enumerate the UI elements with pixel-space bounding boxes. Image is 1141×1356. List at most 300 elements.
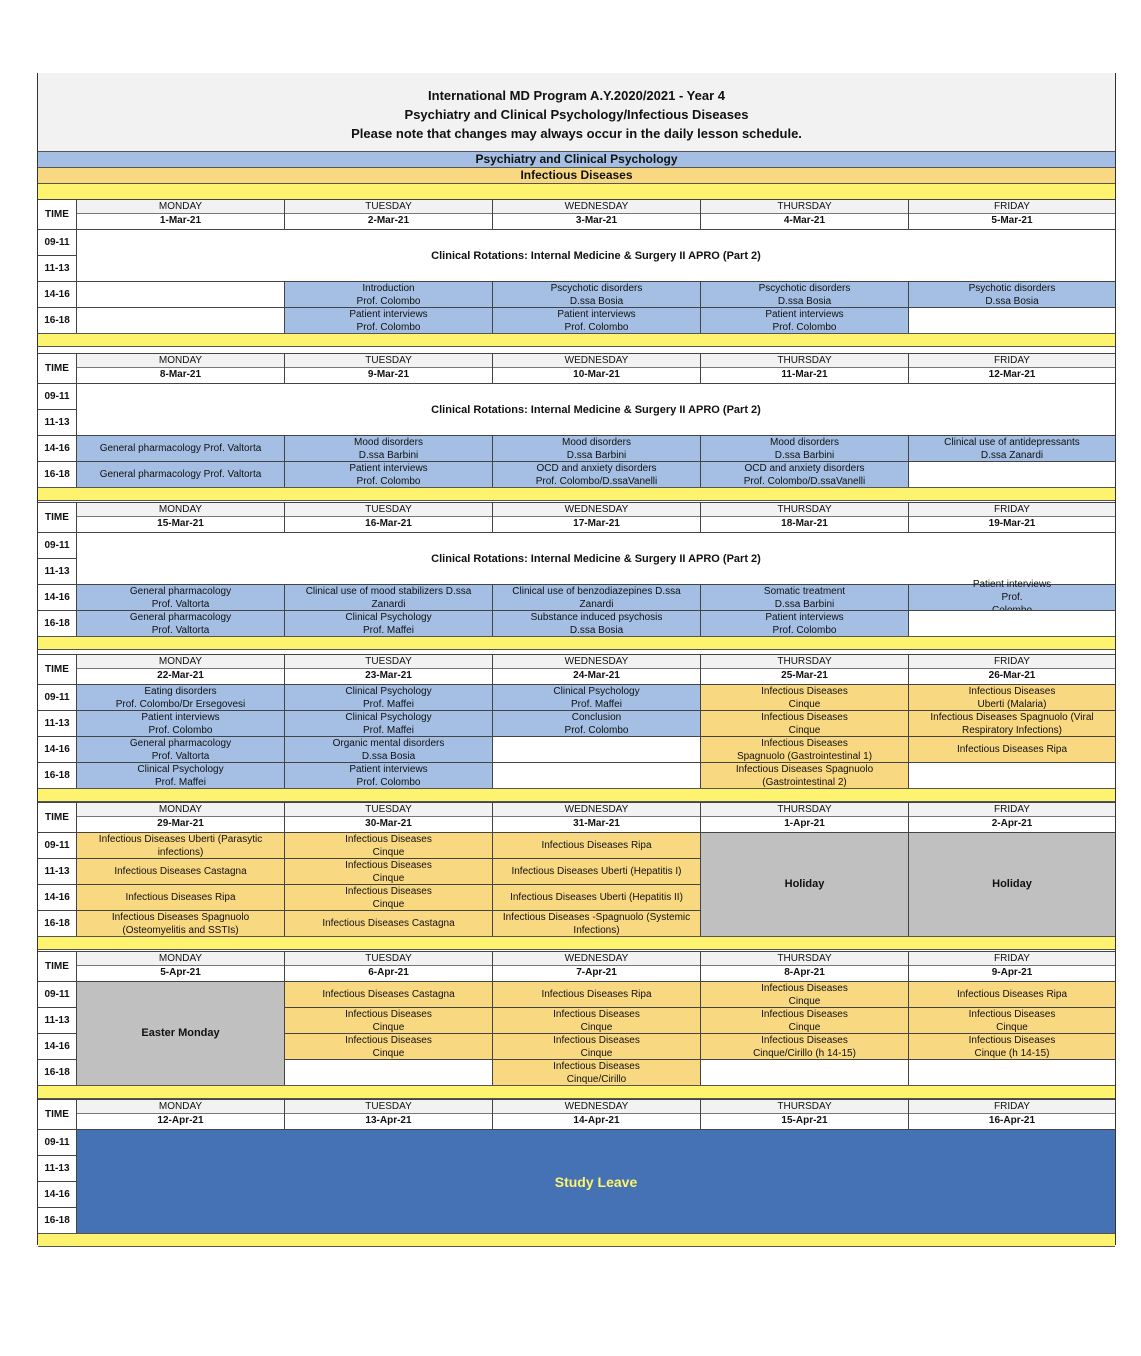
cell-line: Infectious Diseases Spagnuolo bbox=[735, 763, 874, 775]
cell-line: Clinical Psychology bbox=[553, 685, 640, 697]
day-header-tue bbox=[284, 1099, 492, 1129]
cell-text: Infectious Diseases Ripa bbox=[956, 744, 1068, 755]
day-name: FRIDAY bbox=[909, 354, 1115, 368]
cell-line: D.ssa Barbini bbox=[566, 449, 627, 461]
day-header-wed bbox=[492, 654, 700, 684]
cell-line: Patient interviews bbox=[349, 763, 428, 775]
slot-label: 11-13 bbox=[38, 1155, 76, 1181]
cell-text: Infectious Diseases Castagna bbox=[114, 866, 247, 877]
schedule-cell bbox=[700, 684, 908, 710]
cell-line: Patient interviews bbox=[141, 711, 220, 723]
day-date: 19-Mar-21 bbox=[988, 518, 1036, 529]
day-header-tue bbox=[284, 951, 492, 981]
week-separator bbox=[38, 788, 1115, 802]
day-name: TUESDAY bbox=[285, 503, 492, 517]
day-name: TUESDAY bbox=[285, 1100, 492, 1114]
cell-line: Mood disorders bbox=[770, 436, 839, 448]
cell-line: OCD and anxiety disorders bbox=[744, 462, 865, 474]
schedule-cell bbox=[492, 884, 700, 910]
schedule-cell bbox=[492, 684, 700, 710]
cell-text: Infectious Diseases Ripa bbox=[956, 989, 1068, 1000]
day-date: 8-Mar-21 bbox=[159, 369, 202, 380]
week-separator bbox=[38, 1085, 1115, 1099]
schedule-cell bbox=[700, 981, 908, 1007]
cell-line: Respiratory Infections) bbox=[961, 724, 1063, 736]
cell-line: Psychotic disorders bbox=[968, 282, 1056, 294]
schedule-cell bbox=[492, 610, 700, 636]
day-date: 12-Apr-21 bbox=[157, 1115, 204, 1126]
slot-label: 16-18 bbox=[38, 1207, 76, 1233]
study-leave: Study Leave bbox=[76, 1129, 1115, 1233]
cell-line: Patient interviews bbox=[972, 579, 1052, 590]
day-name: FRIDAY bbox=[909, 200, 1115, 214]
day-header-tue bbox=[284, 502, 492, 532]
cell-line: Prof. Colombo/D.ssaVanelli bbox=[535, 475, 658, 487]
schedule-cell bbox=[492, 736, 700, 762]
schedule-cell bbox=[908, 684, 1115, 710]
cell-line: Prof. Colombo bbox=[564, 321, 629, 333]
cell-text: Infectious Diseases Uberti (Hepatitis I) bbox=[511, 866, 682, 877]
slot-label: 09-11 bbox=[38, 684, 76, 710]
schedule-cell bbox=[76, 858, 284, 884]
day-header-mon bbox=[76, 199, 284, 229]
time-label: TIME bbox=[38, 802, 76, 832]
cell-line: Patient interviews bbox=[765, 308, 844, 320]
day-name: TUESDAY bbox=[285, 655, 492, 669]
day-header-mon bbox=[76, 802, 284, 832]
schedule-cell bbox=[76, 684, 284, 710]
schedule-cell bbox=[76, 736, 284, 762]
schedule-cell bbox=[700, 762, 908, 788]
schedule-cell bbox=[284, 1059, 492, 1085]
cell-text: General pharmacology Prof. Valtorta bbox=[99, 469, 262, 480]
cell-line: Prof. Colombo bbox=[356, 475, 421, 487]
day-header-tue bbox=[284, 654, 492, 684]
day-name: TUESDAY bbox=[285, 803, 492, 817]
cell-line: Infectious Diseases bbox=[761, 1034, 848, 1046]
day-header-thu bbox=[700, 353, 908, 383]
day-date: 11-Mar-21 bbox=[781, 369, 828, 380]
cell-line: Cinque bbox=[372, 898, 405, 910]
cell-line: (Osteomyelitis and SSTIs) bbox=[122, 924, 239, 936]
slot-label: 09-11 bbox=[38, 981, 76, 1007]
day-name: MONDAY bbox=[77, 354, 284, 368]
day-header-wed bbox=[492, 353, 700, 383]
day-name: TUESDAY bbox=[285, 354, 492, 368]
schedule-cell bbox=[700, 1007, 908, 1033]
schedule-cell bbox=[700, 461, 908, 487]
cell-line: D.ssa Bosia bbox=[361, 750, 416, 762]
cell-line: Pscychotic disorders bbox=[550, 282, 643, 294]
day-header-tue bbox=[284, 802, 492, 832]
schedule-cell bbox=[908, 762, 1115, 788]
slot-label: 14-16 bbox=[38, 736, 76, 762]
day-header-thu bbox=[700, 802, 908, 832]
cell-line: Introduction bbox=[362, 282, 415, 294]
schedule-cell bbox=[284, 710, 492, 736]
schedule-cell bbox=[492, 762, 700, 788]
day-header-wed bbox=[492, 502, 700, 532]
time-label: TIME bbox=[38, 654, 76, 684]
cell-line: Cinque bbox=[788, 724, 821, 736]
cell-line: Patient interviews bbox=[557, 308, 636, 320]
day-header-thu bbox=[700, 1099, 908, 1129]
day-date: 13-Apr-21 bbox=[365, 1115, 412, 1126]
cell-line: Prof. Valtorta bbox=[151, 750, 210, 762]
day-name: FRIDAY bbox=[909, 503, 1115, 517]
schedule-cell bbox=[76, 832, 284, 858]
schedule-cell bbox=[76, 884, 284, 910]
cell-line: Infectious Diseases bbox=[553, 1034, 640, 1046]
schedule-cell bbox=[284, 981, 492, 1007]
schedule-cell bbox=[700, 281, 908, 307]
day-date: 25-Mar-21 bbox=[781, 670, 828, 681]
slot-label: 16-18 bbox=[38, 307, 76, 333]
cell-line: Cinque bbox=[372, 1047, 405, 1059]
day-name: THURSDAY bbox=[701, 503, 908, 517]
cell-line: Prof. Colombo bbox=[564, 724, 629, 736]
cell-line: Pscychotic disorders bbox=[758, 282, 851, 294]
slot-label: 16-18 bbox=[38, 610, 76, 636]
cell-line: Cinque bbox=[788, 698, 821, 710]
header-subtitle: Psychiatry and Clinical Psychology/Infectious Diseases bbox=[404, 107, 749, 122]
cell-text: Infectious Diseases Uberti (Hepatitis II) bbox=[510, 892, 683, 903]
schedule-cell bbox=[284, 684, 492, 710]
day-header-fri bbox=[908, 502, 1115, 532]
schedule-cell bbox=[76, 461, 284, 487]
schedule-cell bbox=[492, 1007, 700, 1033]
cell-line: Clinical Psychology bbox=[137, 763, 224, 775]
day-name: WEDNESDAY bbox=[493, 952, 700, 966]
cell-line: D.ssa Barbini bbox=[358, 449, 419, 461]
holiday-block bbox=[908, 832, 1115, 936]
day-date: 29-Mar-21 bbox=[157, 818, 204, 829]
schedule-cell bbox=[908, 579, 1115, 610]
day-name: THURSDAY bbox=[701, 354, 908, 368]
day-header-thu bbox=[700, 654, 908, 684]
day-date: 7-Apr-21 bbox=[576, 967, 617, 978]
cell-line: Infectious Diseases bbox=[553, 1008, 640, 1020]
cell-line: Cinque/Cirillo (h 14-15) bbox=[753, 1047, 856, 1059]
schedule-cell bbox=[284, 1033, 492, 1059]
cell-line: OCD and anxiety disorders bbox=[536, 462, 657, 474]
day-name: WEDNESDAY bbox=[493, 354, 700, 368]
slot-label: 09-11 bbox=[38, 532, 76, 558]
day-date: 12-Mar-21 bbox=[988, 369, 1036, 380]
day-header-fri bbox=[908, 199, 1115, 229]
day-date: 10-Mar-21 bbox=[573, 369, 620, 380]
day-header-fri bbox=[908, 1099, 1115, 1129]
cell-line: Patient interviews bbox=[349, 308, 428, 320]
cell-line: Prof. Maffei bbox=[571, 698, 622, 710]
schedule-cell bbox=[492, 281, 700, 307]
slot-label: 11-13 bbox=[38, 255, 76, 281]
schedule-cell bbox=[76, 710, 284, 736]
day-name: MONDAY bbox=[77, 803, 284, 817]
time-label: TIME bbox=[38, 502, 76, 532]
day-date: 23-Mar-21 bbox=[365, 670, 412, 681]
slot-label: 14-16 bbox=[38, 584, 76, 610]
day-date: 18-Mar-21 bbox=[781, 518, 828, 529]
holiday-label: Holiday bbox=[784, 878, 825, 890]
cell-line: Patient interviews bbox=[765, 611, 844, 623]
cell-line: D.ssa Barbini bbox=[774, 598, 835, 610]
day-date: 15-Apr-21 bbox=[781, 1115, 828, 1126]
cell-line: Infectious Diseases bbox=[761, 1008, 848, 1020]
cell-line: Prof. Colombo bbox=[772, 321, 837, 333]
easter-monday-block bbox=[76, 981, 284, 1085]
day-date: 30-Mar-21 bbox=[365, 818, 412, 829]
cell-line: Infectious Diseases bbox=[968, 1008, 1056, 1020]
cell-line: Somatic treatment bbox=[763, 585, 846, 597]
cell-text: Infectious Diseases Castagna bbox=[322, 989, 455, 1000]
cell-line: Cinque/Cirillo bbox=[566, 1073, 627, 1085]
slot-label: 16-18 bbox=[38, 762, 76, 788]
day-date: 15-Mar-21 bbox=[157, 518, 204, 529]
schedule-cell bbox=[284, 832, 492, 858]
cell-line: Zanardi bbox=[579, 598, 614, 610]
cell-line: Cinque bbox=[580, 1021, 613, 1033]
cell-line: Prof. Colombo bbox=[356, 295, 421, 307]
schedule-cell bbox=[284, 884, 492, 910]
day-header-tue bbox=[284, 353, 492, 383]
day-header-thu bbox=[700, 951, 908, 981]
schedule-cell bbox=[76, 584, 284, 610]
schedule-cell bbox=[492, 832, 700, 858]
schedule-cell bbox=[700, 710, 908, 736]
day-header-mon bbox=[76, 353, 284, 383]
cell-line: (Gastrointestinal 2) bbox=[762, 776, 847, 788]
cell-line: Cinque bbox=[372, 1021, 405, 1033]
week-separator bbox=[38, 487, 1115, 501]
slot-label: 09-11 bbox=[38, 229, 76, 255]
day-header-fri bbox=[908, 654, 1115, 684]
cell-line: General pharmacology bbox=[129, 737, 232, 749]
day-header-mon bbox=[76, 1099, 284, 1129]
cell-line: Cinque bbox=[372, 872, 405, 884]
week-separator bbox=[38, 936, 1115, 950]
cell-line: Patient interviews bbox=[349, 462, 428, 474]
clinical-rotation: Clinical Rotations: Internal Medicine & Surgery II APRO (Part 2) bbox=[76, 532, 1115, 584]
slot-label: 14-16 bbox=[38, 1181, 76, 1207]
holiday-block bbox=[700, 832, 908, 936]
cell-line: Prof. Maffei bbox=[363, 624, 414, 636]
slot-label: 14-16 bbox=[38, 435, 76, 461]
cell-line: Infectious Diseases bbox=[761, 685, 848, 697]
day-date: 26-Mar-21 bbox=[988, 670, 1036, 681]
easter-label: Easter Monday bbox=[141, 1027, 220, 1039]
day-header-wed bbox=[492, 199, 700, 229]
day-date: 2-Apr-21 bbox=[991, 818, 1033, 829]
schedule-cell bbox=[700, 736, 908, 762]
week-separator bbox=[38, 1233, 1115, 1247]
separator bbox=[38, 183, 1115, 199]
cell-line: D.ssa Bosia bbox=[569, 295, 624, 307]
cell-line: D.ssa Zanardi bbox=[980, 449, 1044, 461]
day-date: 1-Apr-21 bbox=[784, 818, 825, 829]
cell-line: Infectious Diseases bbox=[345, 1008, 432, 1020]
schedule-cell bbox=[284, 281, 492, 307]
schedule-cell bbox=[908, 1059, 1115, 1085]
day-name: MONDAY bbox=[77, 952, 284, 966]
schedule-cell bbox=[284, 584, 492, 610]
cell-line: Infections) bbox=[573, 924, 620, 936]
cell-line: Clinical use of antidepressants bbox=[944, 436, 1080, 448]
cell-line: Infectious Diseases bbox=[761, 982, 848, 994]
cell-line: Clinical Psychology bbox=[345, 611, 432, 623]
cell-line: Clinical Psychology bbox=[345, 685, 432, 697]
day-header-fri bbox=[908, 353, 1115, 383]
day-date: 16-Mar-21 bbox=[365, 518, 412, 529]
slot-label: 16-18 bbox=[38, 461, 76, 487]
cell-line: D.ssa Bosia bbox=[777, 295, 832, 307]
header-title: International MD Program A.Y.2020/2021 - Year 4 bbox=[428, 88, 725, 103]
day-date: 16-Apr-21 bbox=[988, 1115, 1036, 1126]
schedule-cell bbox=[908, 461, 1115, 487]
schedule-cell bbox=[908, 1033, 1115, 1059]
day-date: 8-Apr-21 bbox=[784, 967, 825, 978]
day-header-thu bbox=[700, 199, 908, 229]
cell-line: Prof. Colombo bbox=[772, 624, 837, 636]
slot-label: 14-16 bbox=[38, 884, 76, 910]
day-header-tue bbox=[284, 199, 492, 229]
day-date: 1-Mar-21 bbox=[159, 215, 202, 226]
day-name: THURSDAY bbox=[701, 655, 908, 669]
day-date: 22-Mar-21 bbox=[157, 670, 204, 681]
cell-line: Prof. Valtorta bbox=[151, 598, 210, 610]
schedule-cell bbox=[908, 736, 1115, 762]
holiday-label: Holiday bbox=[992, 878, 1032, 890]
cell-line: Prof. bbox=[1001, 592, 1023, 603]
cell-line: Spagnuolo (Gastrointestinal 1) bbox=[736, 750, 873, 762]
day-name: FRIDAY bbox=[909, 1100, 1115, 1114]
cell-line: Cinque bbox=[580, 1047, 613, 1059]
week-separator bbox=[38, 636, 1115, 650]
cell-line: D.ssa Barbini bbox=[774, 449, 835, 461]
schedule-cell bbox=[492, 584, 700, 610]
slot-label: 09-11 bbox=[38, 383, 76, 409]
cell-text: Infectious Diseases Castagna bbox=[322, 918, 455, 929]
day-name: MONDAY bbox=[77, 655, 284, 669]
day-name: THURSDAY bbox=[701, 803, 908, 817]
header-note: Please note that changes may always occur in the daily lesson schedule. bbox=[351, 126, 802, 141]
cell-text: General pharmacology Prof. Valtorta bbox=[99, 443, 262, 454]
time-label: TIME bbox=[38, 353, 76, 383]
cell-line: Cinque bbox=[788, 1021, 821, 1033]
schedule-cell bbox=[700, 307, 908, 333]
day-header-mon bbox=[76, 654, 284, 684]
cell-text: Infectious Diseases Ripa bbox=[541, 989, 652, 1000]
legend-infectious: Infectious Diseases bbox=[38, 167, 1115, 183]
cell-line: Cinque bbox=[996, 1021, 1028, 1033]
day-name: MONDAY bbox=[77, 200, 284, 214]
cell-line: Cinque (h 14-15) bbox=[974, 1047, 1050, 1059]
schedule-cell bbox=[908, 435, 1115, 461]
cell-line: Prof. Colombo bbox=[356, 776, 421, 788]
schedule-cell bbox=[284, 762, 492, 788]
schedule-cell bbox=[700, 1059, 908, 1085]
cell-line: Prof. Colombo/Dr Ersegovesi bbox=[115, 698, 246, 710]
day-name: WEDNESDAY bbox=[493, 1100, 700, 1114]
cell-line: Clinical use of mood stabilizers D.ssa bbox=[305, 585, 472, 597]
schedule-cell bbox=[700, 435, 908, 461]
cell-line: Infectious Diseases bbox=[968, 1034, 1056, 1046]
day-header-fri bbox=[908, 951, 1115, 981]
schedule-cell bbox=[284, 435, 492, 461]
cell-line: General pharmacology bbox=[129, 585, 232, 597]
cell-line: Infectious Diseases bbox=[345, 833, 432, 845]
cell-line: Eating disorders bbox=[144, 685, 217, 697]
time-label: TIME bbox=[38, 1099, 76, 1129]
schedule-cell bbox=[908, 610, 1115, 636]
time-label: TIME bbox=[38, 199, 76, 229]
day-name: MONDAY bbox=[77, 1100, 284, 1114]
schedule-cell bbox=[700, 1033, 908, 1059]
day-date: 31-Mar-21 bbox=[573, 818, 620, 829]
cell-line: Mood disorders bbox=[354, 436, 423, 448]
cell-line: Prof. Maffei bbox=[363, 724, 414, 736]
schedule-cell bbox=[492, 307, 700, 333]
cell-line: Uberti (Malaria) bbox=[977, 698, 1047, 710]
day-header-wed bbox=[492, 1099, 700, 1129]
day-name: WEDNESDAY bbox=[493, 503, 700, 517]
day-date: 2-Mar-21 bbox=[367, 215, 410, 226]
schedule-cell bbox=[76, 610, 284, 636]
day-name: TUESDAY bbox=[285, 200, 492, 214]
legend-psychiatry: Psychiatry and Clinical Psychology bbox=[38, 151, 1115, 167]
schedule-cell bbox=[284, 736, 492, 762]
day-header-wed bbox=[492, 951, 700, 981]
cell-line: Infectious Diseases bbox=[345, 1034, 432, 1046]
schedule-cell bbox=[700, 584, 908, 610]
day-date: 5-Mar-21 bbox=[991, 215, 1033, 226]
slot-label: 11-13 bbox=[38, 1007, 76, 1033]
cell-line: General pharmacology bbox=[129, 611, 232, 623]
cell-line: Prof. Maffei bbox=[155, 776, 206, 788]
cell-line: Clinical Psychology bbox=[345, 711, 432, 723]
schedule-cell bbox=[492, 858, 700, 884]
slot-label: 14-16 bbox=[38, 1033, 76, 1059]
cell-line: Prof. Maffei bbox=[363, 698, 414, 710]
slot-label: 16-18 bbox=[38, 1059, 76, 1085]
cell-line: Prof. Colombo/D.ssaVanelli bbox=[743, 475, 866, 487]
schedule-cell bbox=[76, 762, 284, 788]
day-date: 9-Mar-21 bbox=[367, 369, 410, 380]
cell-line: Infectious Diseases bbox=[761, 737, 848, 749]
day-date: 6-Apr-21 bbox=[368, 967, 409, 978]
cell-line: D.ssa Bosia bbox=[569, 624, 624, 636]
day-name: WEDNESDAY bbox=[493, 200, 700, 214]
cell-line: Zanardi bbox=[371, 598, 406, 610]
cell-line: Clinical use of benzodiazepines D.ssa bbox=[512, 585, 681, 597]
cell-line: Infectious Diseases bbox=[553, 1060, 640, 1072]
slot-label: 09-11 bbox=[38, 1129, 76, 1155]
cell-line: infections) bbox=[157, 846, 204, 858]
day-name: MONDAY bbox=[77, 503, 284, 517]
schedule-cell bbox=[908, 281, 1115, 307]
schedule-cell bbox=[76, 307, 284, 333]
schedule-cell bbox=[284, 858, 492, 884]
schedule-cell bbox=[284, 307, 492, 333]
schedule-cell bbox=[284, 461, 492, 487]
slot-label: 09-11 bbox=[38, 832, 76, 858]
schedule-cell bbox=[492, 435, 700, 461]
cell-text: Infectious Diseases Ripa bbox=[125, 892, 236, 903]
schedule-cell bbox=[76, 281, 284, 307]
day-name: THURSDAY bbox=[701, 1100, 908, 1114]
schedule-cell bbox=[908, 1007, 1115, 1033]
schedule-cell bbox=[492, 981, 700, 1007]
